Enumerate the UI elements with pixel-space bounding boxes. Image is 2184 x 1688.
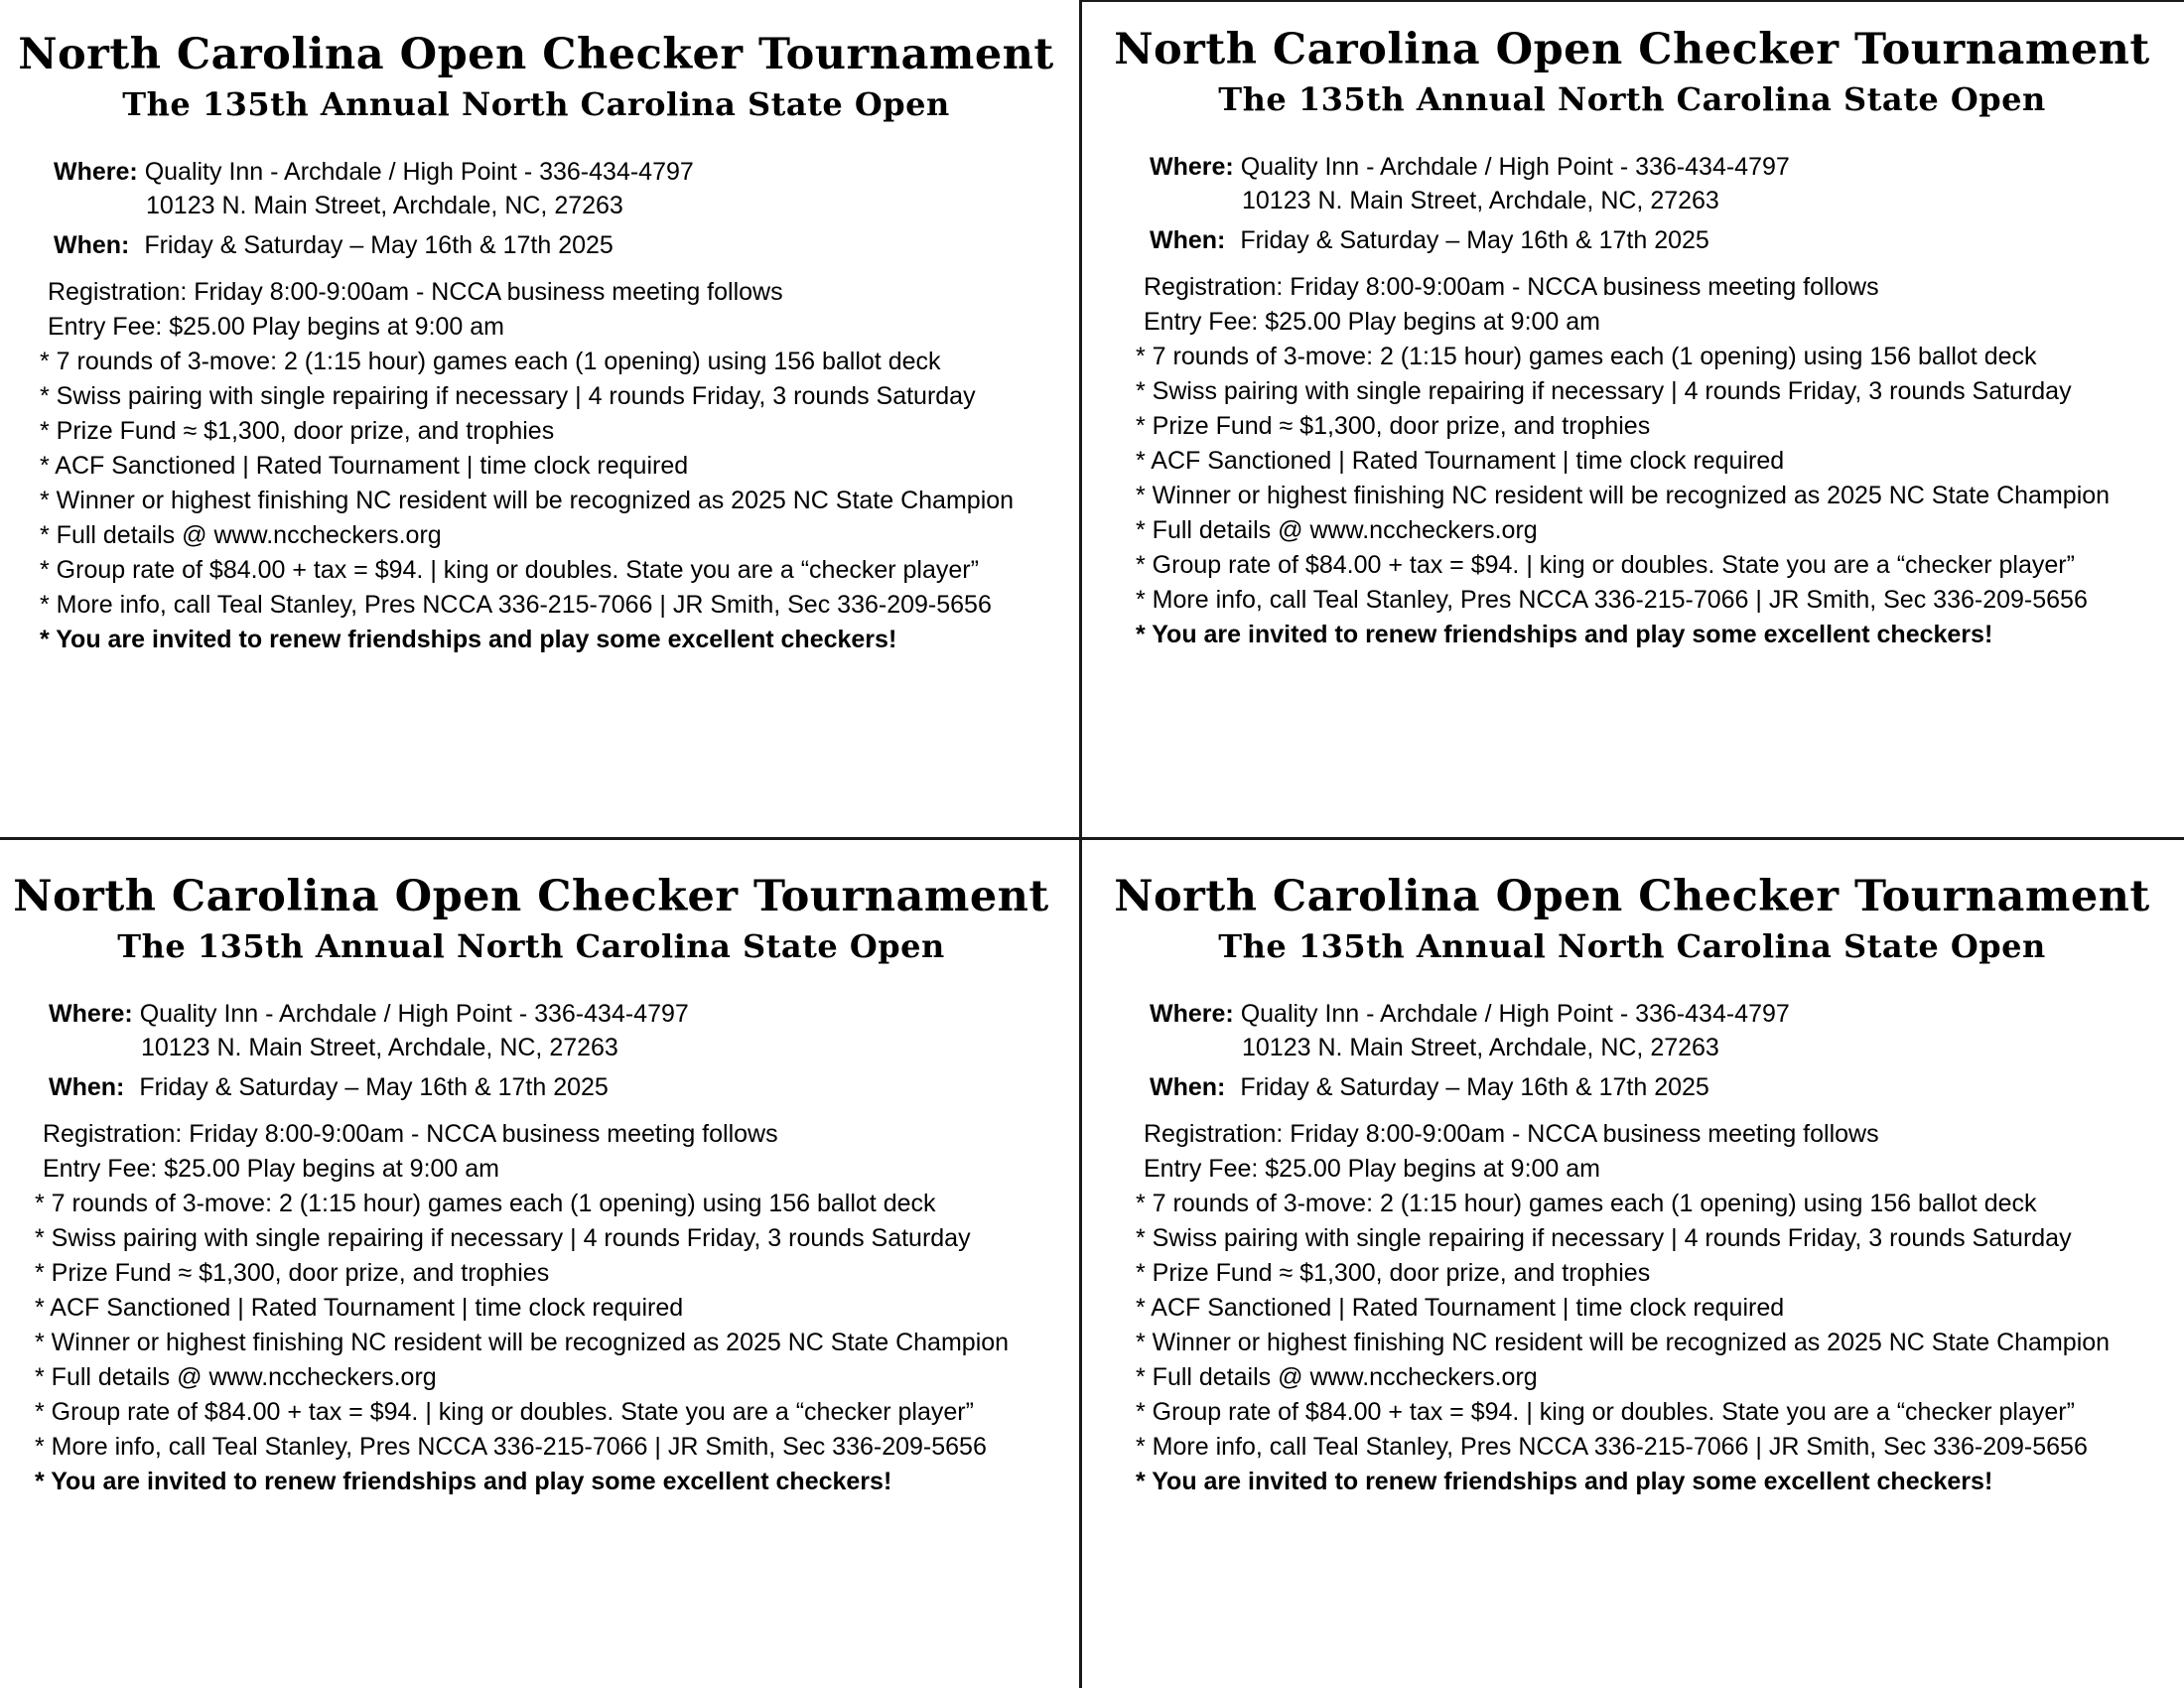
bullet-item: * Full details @ www.nccheckers.org: [1136, 516, 1538, 544]
bullet-item: * Prize Fund ≈ $1,300, door prize, and trophies: [1136, 1259, 1651, 1287]
bullet-item: * Winner or highest finishing NC resident will be recognized as 2025 NC State Champion: [35, 1329, 1010, 1356]
bullet-item: * ACF Sanctioned | Rated Tournament | time clock required: [1136, 447, 1785, 475]
card-subtitle: The 135th Annual North Carolina State Open: [1218, 80, 2046, 118]
address-line: 10123 N. Main Street, Archdale, NC, 27263: [1242, 187, 1719, 214]
bullet-item: * Swiss pairing with single repairing if necessary | 4 rounds Friday, 3 rounds Saturday: [35, 1224, 971, 1252]
bullet-item: * Winner or highest finishing NC resident will be recognized as 2025 NC State Champion: [1136, 482, 2111, 509]
entry-fee-line: Entry Fee: $25.00 Play begins at 9:00 am: [43, 1155, 499, 1183]
card-title: North Carolina Open Checker Tournament: [1114, 25, 2150, 74]
where-line: [1150, 152, 1790, 182]
bullet-item: * Prize Fund ≈ $1,300, door prize, and trophies: [40, 417, 555, 445]
bullet-item: * ACF Sanctioned | Rated Tournament | time clock required: [40, 452, 689, 480]
when-line: [49, 1072, 609, 1102]
flyer-card-bottom-right: [1096, 842, 2175, 1679]
closing-line: * You are invited to renew friendships and play some excellent checkers!: [40, 626, 897, 653]
when-line: [54, 230, 614, 260]
entry-fee-line: Entry Fee: $25.00 Play begins at 9:00 am: [48, 313, 504, 341]
bullet-item: * More info, call Teal Stanley, Pres NCCA 336-215-7066 | JR Smith, Sec 336-209-5656: [40, 591, 992, 619]
bullet-item: * More info, call Teal Stanley, Pres NCCA 336-215-7066 | JR Smith, Sec 336-209-5656: [1136, 586, 2088, 614]
where-value: Quality Inn - Archdale / High Point - 336-434-4797: [1240, 153, 1790, 181]
bullet-item: * Swiss pairing with single repairing if necessary | 4 rounds Friday, 3 rounds Saturday: [1136, 1224, 2072, 1252]
when-label: When:: [54, 231, 130, 259]
flyer-card-bottom-left: [0, 842, 1074, 1679]
bullet-item: * Full details @ www.nccheckers.org: [35, 1363, 437, 1391]
bullet-item: * Group rate of $84.00 + tax = $94. | king or doubles. State you are a “checker player”: [40, 556, 979, 584]
bullet-item: * Winner or highest finishing NC resident will be recognized as 2025 NC State Champion: [1136, 1329, 2111, 1356]
bullet-item: * Group rate of $84.00 + tax = $94. | king or doubles. State you are a “checker player”: [1136, 551, 2075, 579]
address-line: 10123 N. Main Street, Archdale, NC, 27263: [146, 192, 623, 219]
where-label: Where:: [1150, 1000, 1234, 1028]
card-subtitle: The 135th Annual North Carolina State Open: [1218, 927, 2046, 965]
bullet-item: * More info, call Teal Stanley, Pres NCCA 336-215-7066 | JR Smith, Sec 336-209-5656: [35, 1433, 987, 1461]
bullet-item: * Group rate of $84.00 + tax = $94. | king or doubles. State you are a “checker player”: [35, 1398, 974, 1426]
address-line: 10123 N. Main Street, Archdale, NC, 27263: [1242, 1034, 1719, 1061]
registration-line: Registration: Friday 8:00-9:00am - NCCA business meeting follows: [48, 278, 783, 306]
card-subtitle: The 135th Annual North Carolina State Open: [117, 927, 945, 965]
where-value: Quality Inn - Archdale / High Point - 336-434-4797: [1240, 1000, 1790, 1028]
bullet-item: * ACF Sanctioned | Rated Tournament | time clock required: [35, 1294, 684, 1322]
bullet-item: * Prize Fund ≈ $1,300, door prize, and trophies: [35, 1259, 550, 1287]
bullet-item: * Winner or highest finishing NC resident will be recognized as 2025 NC State Champion: [40, 487, 1015, 514]
when-label: When:: [1150, 226, 1226, 254]
bullet-item: * More info, call Teal Stanley, Pres NCCA 336-215-7066 | JR Smith, Sec 336-209-5656: [1136, 1433, 2088, 1461]
when-label: When:: [49, 1073, 125, 1101]
flyer-card-top-left: [0, 0, 1079, 837]
flyer-card-top-right: [1096, 0, 2175, 832]
where-value: Quality Inn - Archdale / High Point - 336-434-4797: [139, 1000, 689, 1028]
entry-fee-line: Entry Fee: $25.00 Play begins at 9:00 am: [1144, 308, 1600, 336]
bullet-item: * Group rate of $84.00 + tax = $94. | king or doubles. State you are a “checker player”: [1136, 1398, 2075, 1426]
where-value: Quality Inn - Archdale / High Point - 336-434-4797: [144, 158, 694, 186]
registration-line: Registration: Friday 8:00-9:00am - NCCA business meeting follows: [43, 1120, 778, 1148]
bullet-item: * 7 rounds of 3-move: 2 (1:15 hour) games each (1 opening) using 156 ballot deck: [35, 1190, 936, 1217]
when-line: [1150, 1072, 1709, 1102]
where-line: [54, 157, 694, 187]
where-line: [1150, 999, 1790, 1029]
entry-fee-line: Entry Fee: $25.00 Play begins at 9:00 am: [1144, 1155, 1600, 1183]
bullet-item: * 7 rounds of 3-move: 2 (1:15 hour) games each (1 opening) using 156 ballot deck: [1136, 343, 2037, 370]
where-line: [49, 999, 689, 1029]
where-label: Where:: [49, 1000, 133, 1028]
closing-line: * You are invited to renew friendships and play some excellent checkers!: [1136, 1468, 1993, 1495]
card-title: North Carolina Open Checker Tournament: [13, 872, 1049, 921]
when-value: Friday & Saturday – May 16th & 17th 2025: [139, 1073, 609, 1101]
address-line: 10123 N. Main Street, Archdale, NC, 27263: [141, 1034, 618, 1061]
closing-line: * You are invited to renew friendships and play some excellent checkers!: [1136, 621, 1993, 648]
when-value: Friday & Saturday – May 16th & 17th 2025: [1240, 1073, 1709, 1101]
bullet-item: * Full details @ www.nccheckers.org: [1136, 1363, 1538, 1391]
when-line: [1150, 225, 1709, 255]
vertical-cut-line: [1079, 0, 1082, 1688]
bullet-item: * 7 rounds of 3-move: 2 (1:15 hour) games each (1 opening) using 156 ballot deck: [1136, 1190, 2037, 1217]
closing-line: * You are invited to renew friendships and play some excellent checkers!: [35, 1468, 892, 1495]
when-label: When:: [1150, 1073, 1226, 1101]
where-label: Where:: [1150, 153, 1234, 181]
bullet-item: * Prize Fund ≈ $1,300, door prize, and trophies: [1136, 412, 1651, 440]
registration-line: Registration: Friday 8:00-9:00am - NCCA business meeting follows: [1144, 1120, 1879, 1148]
bullet-item: * 7 rounds of 3-move: 2 (1:15 hour) games each (1 opening) using 156 ballot deck: [40, 348, 941, 375]
registration-line: Registration: Friday 8:00-9:00am - NCCA business meeting follows: [1144, 273, 1879, 301]
where-label: Where:: [54, 158, 138, 186]
card-title: North Carolina Open Checker Tournament: [1114, 872, 2150, 921]
bullet-item: * ACF Sanctioned | Rated Tournament | time clock required: [1136, 1294, 1785, 1322]
horizontal-cut-line: [0, 837, 2184, 840]
card-subtitle: The 135th Annual North Carolina State Open: [122, 85, 950, 123]
bullet-item: * Full details @ www.nccheckers.org: [40, 521, 442, 549]
bullet-item: * Swiss pairing with single repairing if necessary | 4 rounds Friday, 3 rounds Saturday: [40, 382, 976, 410]
card-title: North Carolina Open Checker Tournament: [18, 30, 1054, 79]
bullet-item: * Swiss pairing with single repairing if necessary | 4 rounds Friday, 3 rounds Saturday: [1136, 377, 2072, 405]
when-value: Friday & Saturday – May 16th & 17th 2025: [1240, 226, 1709, 254]
when-value: Friday & Saturday – May 16th & 17th 2025: [144, 231, 614, 259]
